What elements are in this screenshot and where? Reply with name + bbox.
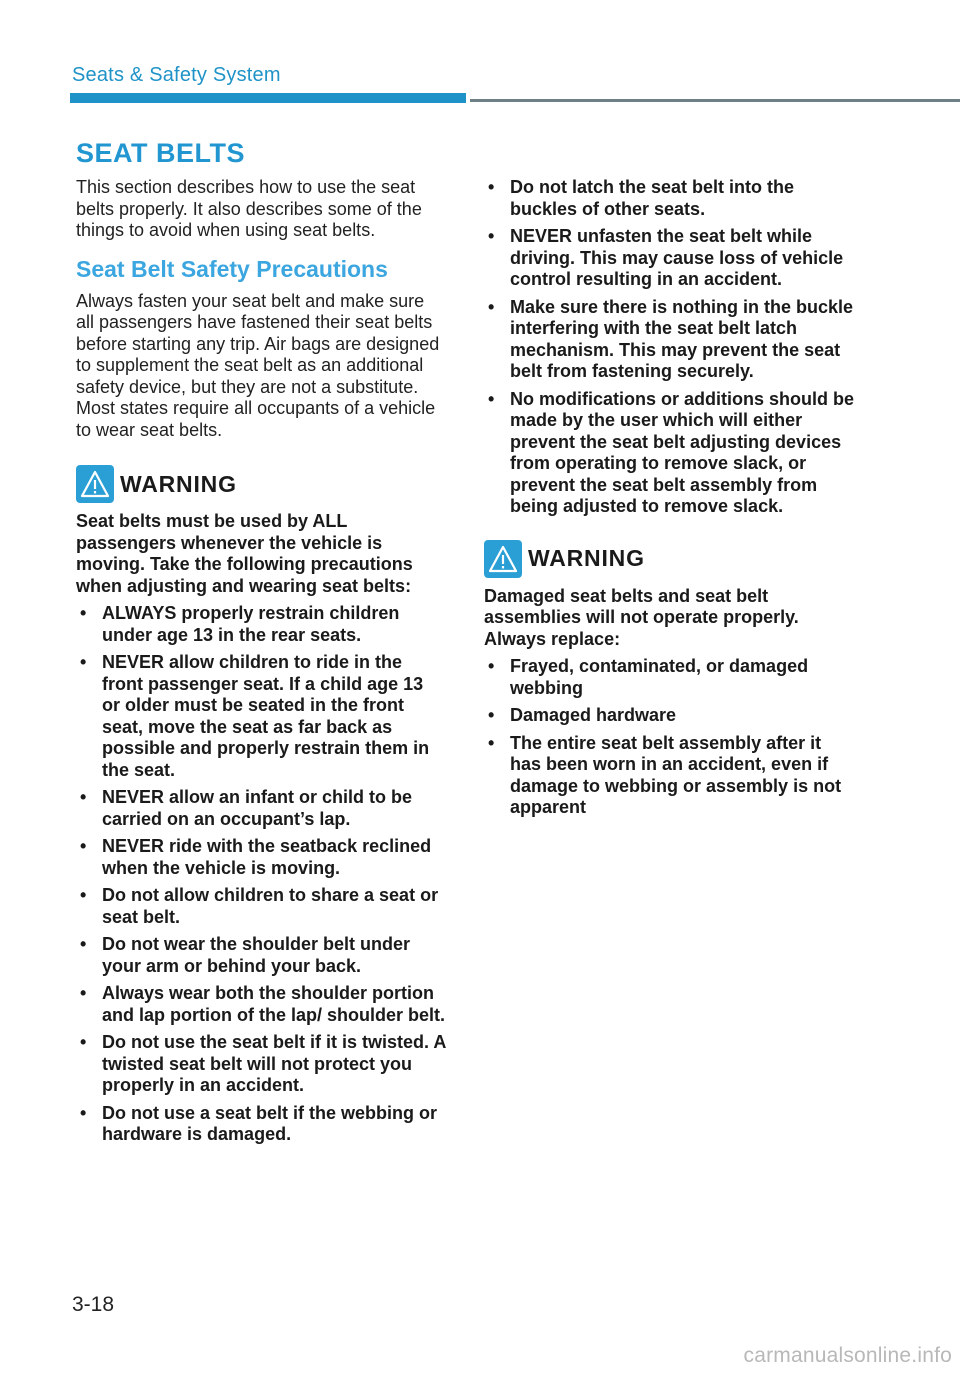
warning-header [484,540,854,578]
list-item: • Always wear both the shoulder portion and lap portion of the lap/ shoulder belt. [76,983,446,1026]
list-item: • Do not wear the shoulder belt under your arm or behind your back. [76,934,446,977]
list-item: • Damaged hardware [484,705,854,727]
warning-triangle-icon [484,540,522,578]
warning-triangle-icon [76,465,114,503]
warning-list [484,656,854,819]
right-column [484,177,854,825]
list-item: • NEVER unfasten the seat belt while driving. This may cause loss of vehicle control resulting in an accident. [484,226,854,291]
section-title: SEAT BELTS [76,138,246,168]
warning-label: WARNING [528,545,645,571]
continued-list [484,177,854,518]
list-item: • Do not latch the seat belt into the buckles of other seats. [484,177,854,220]
warning-label: WARNING [120,470,237,497]
list-item: • No modifications or additions should be made by the user which will either prevent the seat belt adjusting devices from operating to remove slack, or prevent the seat belt assembly from being adjusted to remove slack. [484,389,854,518]
list-item: • Do not allow children to share a seat or seat belt. [76,885,446,928]
header-rule-accent [70,93,466,103]
list-item: • Frayed, contaminated, or damaged webbing [484,656,854,699]
left-column [76,138,446,1152]
list-item: • NEVER allow children to ride in the front passenger seat. If a child age 13 or older must be seated in the front seat, move the seat as far back as possible and properly restrain them in the seat. [76,652,446,781]
list-item: • NEVER allow an infant or child to be carried on an occupant’s lap. [76,787,446,830]
precautions-paragraph: Always fasten your seat belt and make sure all passengers have fastened their seat belts before starting any trip. Air bags are designed to supplement the seat belt as an additional safety device, but they are not a substitute. Most states require all occupants of a vehicle to wear seat belts. [76,290,440,440]
watermark: carmanualsonline.info [743,1344,952,1367]
warning-text: Seat belts must be used by ALL passengers whenever the vehicle is moving. Take the following precautions when adjusting and wearing seat belts: [76,511,413,596]
list-item: • Do not use the seat belt if it is twisted. A twisted seat belt will not protect you properly in an accident. [76,1032,446,1097]
page-number: 3-18 [72,1293,115,1316]
subsection-title: Seat Belt Safety Precautions [76,255,388,282]
list-item: • ALWAYS properly restrain children under age 13 in the rear seats. [76,603,446,646]
list-item: • NEVER ride with the seatback reclined when the vehicle is moving. [76,836,446,879]
intro-paragraph: This section describes how to use the seat belts properly. It also describes some of the things to avoid when using seat belts. [76,177,422,240]
running-header: Seats & Safety System [72,64,281,86]
list-item: • The entire seat belt assembly after it has been worn in an accident, even if damage to webbing or assembly is not apparent [484,733,854,819]
header-rule-gray [470,99,960,102]
list-item: • Make sure there is nothing in the buckle interfering with the seat belt latch mechanism. This may prevent the seat belt from fastening securely. [484,297,854,383]
list-item: • Do not use a seat belt if the webbing or hardware is damaged. [76,1103,446,1146]
warning-header [76,465,446,503]
warning-text: Damaged seat belts and seat belt assemblies will not operate properly. Always replace: [484,585,799,649]
warning-list [76,603,446,1146]
